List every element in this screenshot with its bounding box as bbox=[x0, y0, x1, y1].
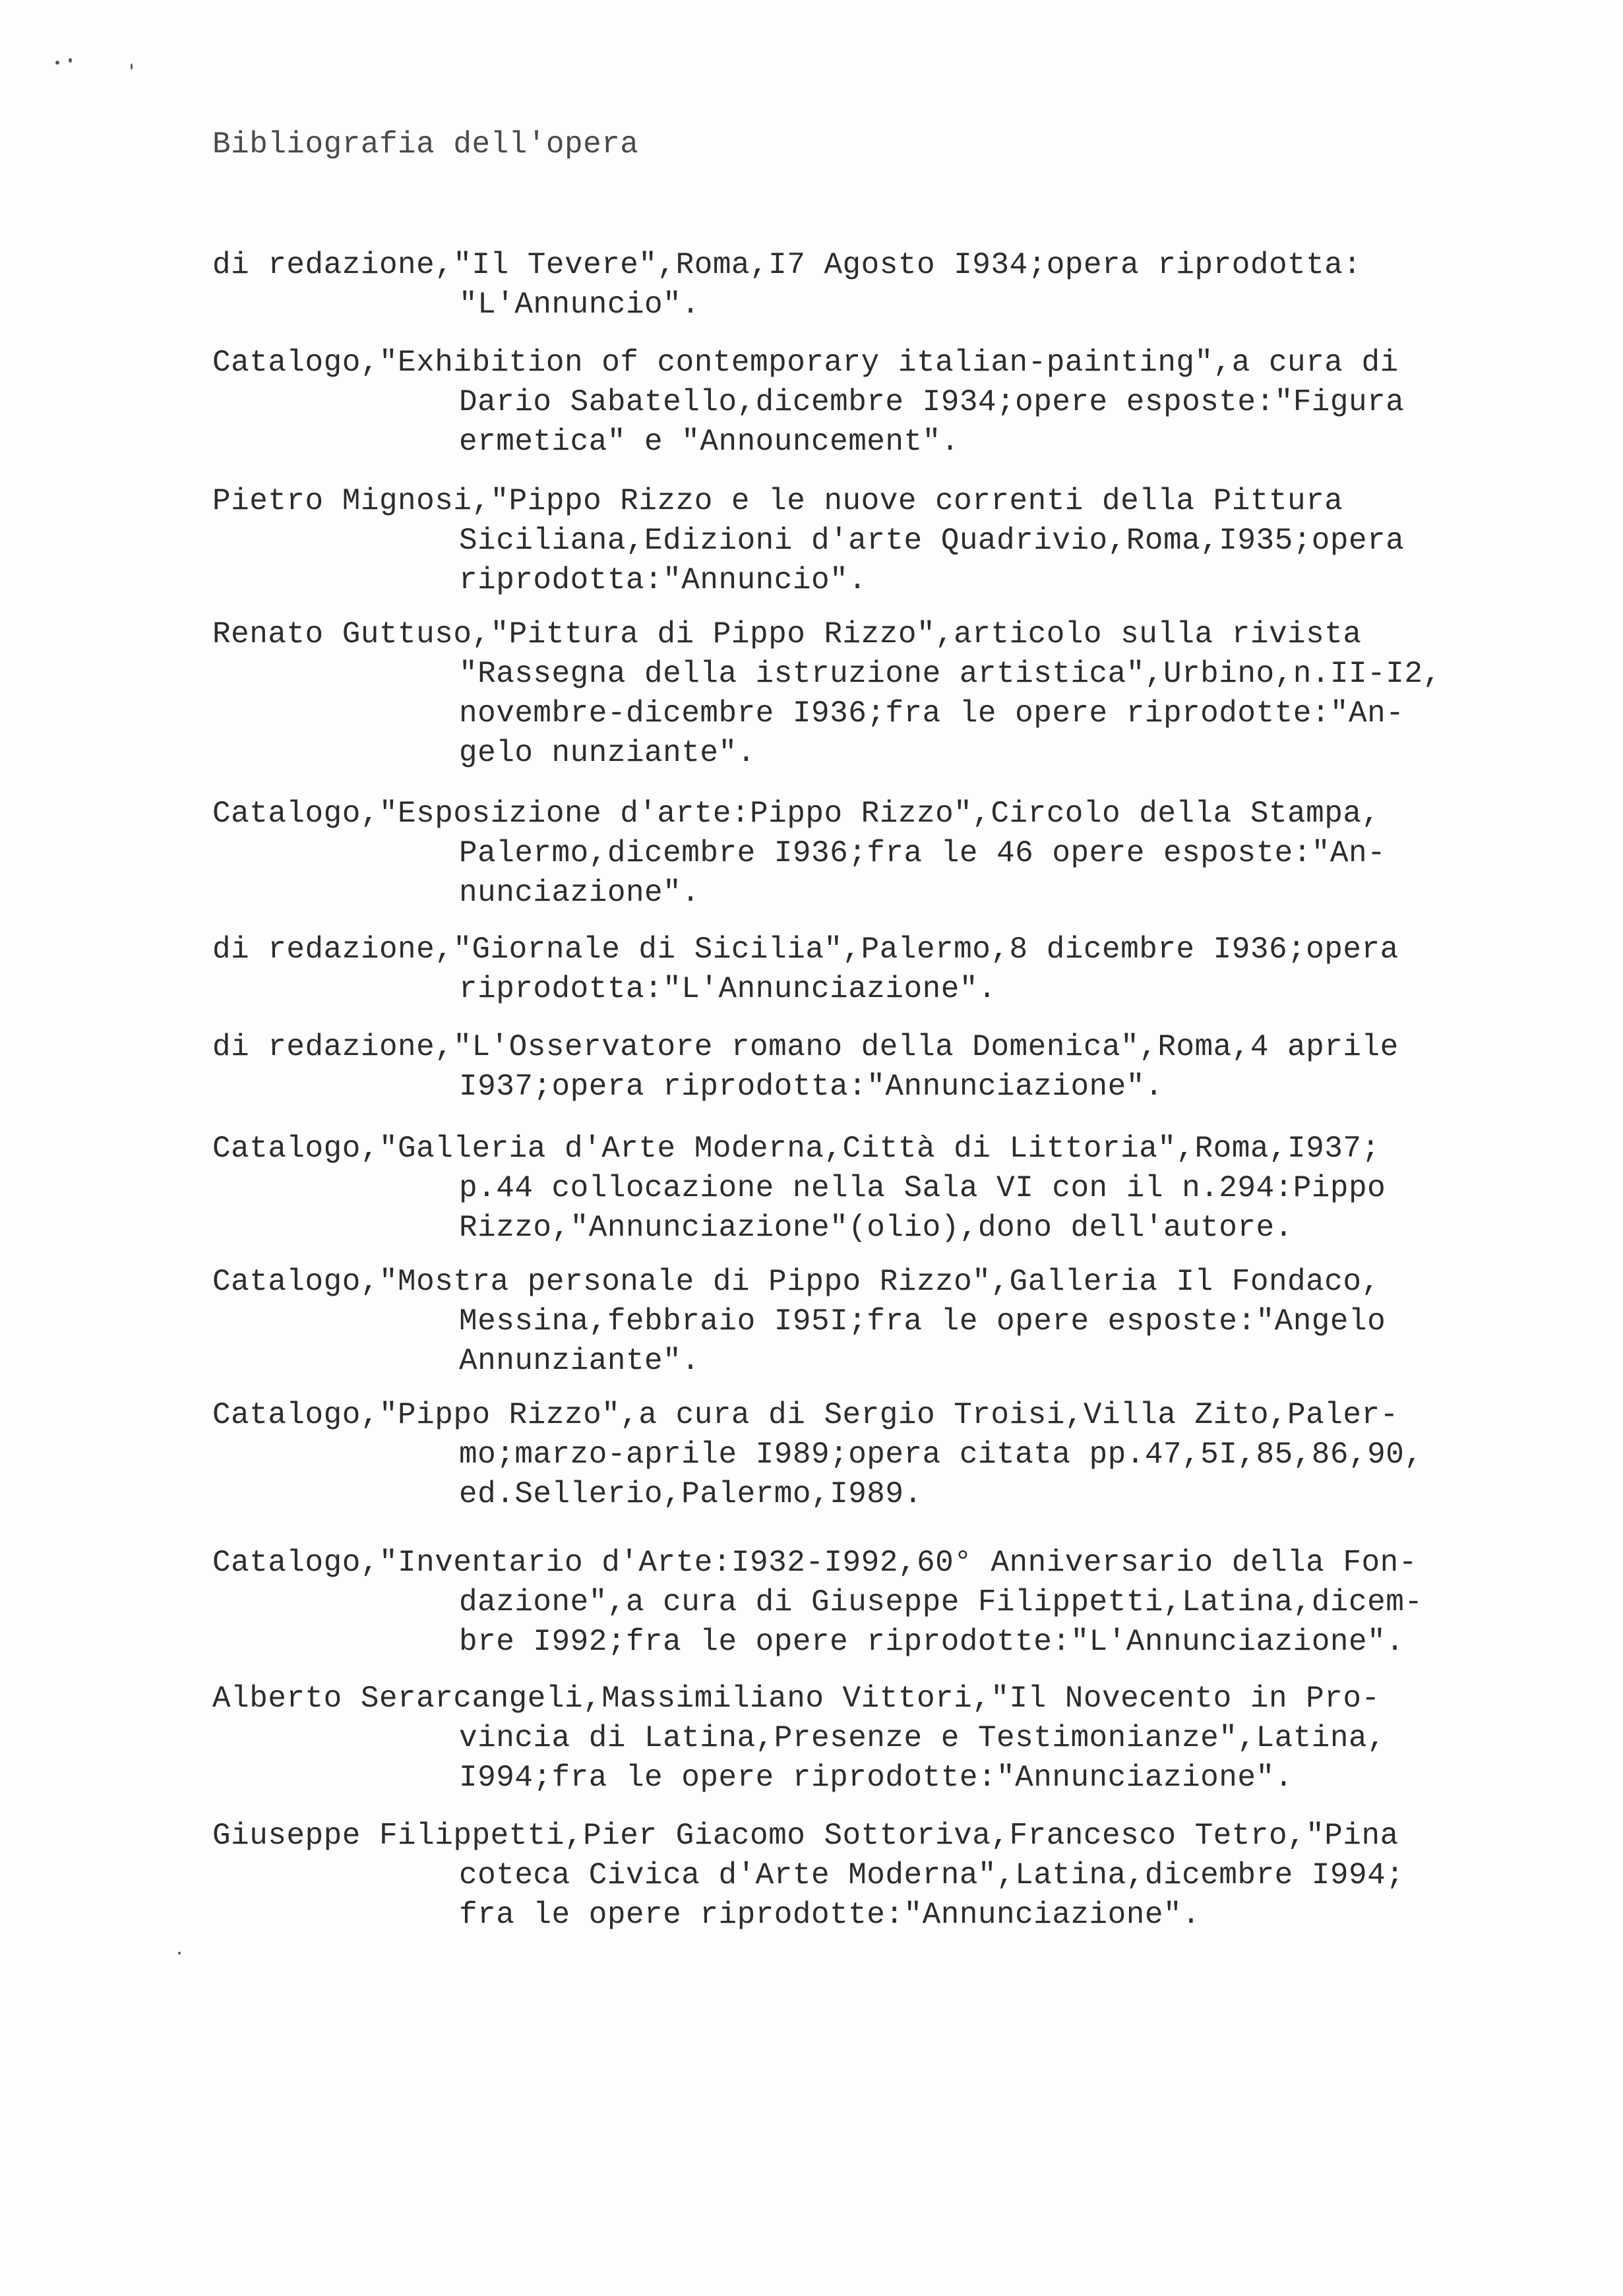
entry-line: Messina,febbraio I95I;fra le opere esposte:"Angelo bbox=[459, 1304, 1386, 1339]
entry-line: Catalogo,"Esposizione d'arte:Pippo Rizzo",Circolo della Stampa, bbox=[212, 797, 1380, 831]
entry-line: vincia di Latina,Presenze e Testimonianze",Latina, bbox=[459, 1721, 1386, 1755]
bibliography-entry bbox=[212, 794, 1505, 913]
entry-line: nunciazione". bbox=[459, 876, 700, 910]
bibliography-entry bbox=[212, 481, 1505, 600]
entry-line: ermetica" e "Announcement". bbox=[459, 425, 960, 459]
entry-line: Annunziante". bbox=[459, 1344, 700, 1378]
entry-line: Catalogo,"Inventario d'Arte:I932-I992,60° Anniversario della Fon- bbox=[212, 1546, 1417, 1580]
entry-line: I994;fra le opere riprodotte:"Annunciazione". bbox=[459, 1761, 1293, 1795]
entry-line: "Rassegna della istruzione artistica",Urbino,n.II-I2, bbox=[459, 657, 1442, 691]
entry-line: "L'Annuncio". bbox=[459, 287, 700, 322]
paper-speck bbox=[131, 63, 133, 70]
paper-speck bbox=[69, 58, 72, 63]
bibliography-entry bbox=[212, 615, 1505, 773]
entry-line: coteca Civica d'Arte Moderna",Latina,dicembre I994; bbox=[459, 1858, 1405, 1892]
entry-line: di redazione,"Il Tevere",Roma,I7 Agosto I934;opera riprodotta: bbox=[212, 248, 1362, 282]
entry-line: di redazione,"Giornale di Sicilia",Palermo,8 dicembre I936;opera bbox=[212, 932, 1399, 967]
entry-line: Dario Sabatello,dicembre I934;opere esposte:"Figura bbox=[459, 385, 1405, 419]
entry-line: ed.Sellerio,Palermo,I989. bbox=[459, 1477, 923, 1511]
bibliography-entry bbox=[212, 343, 1505, 462]
entry-line: novembre-dicembre I936;fra le opere riprodotte:"An- bbox=[459, 696, 1405, 731]
entry-line: Alberto Serarcangeli,Massimiliano Vittori,"Il Novecento in Pro- bbox=[212, 1681, 1380, 1716]
entry-line: mo;marzo-aprile I989;opera citata pp.47,5I,85,86,90, bbox=[459, 1437, 1423, 1472]
entry-line: p.44 collocazione nella Sala VI con il n.294:Pippo bbox=[459, 1171, 1386, 1205]
entry-line: bre I992;fra le opere riprodotte:"L'Annunciazione". bbox=[459, 1625, 1405, 1659]
bibliography-entry bbox=[212, 1679, 1505, 1798]
entry-line: Catalogo,"Mostra personale di Pippo Rizzo",Galleria Il Fondaco, bbox=[212, 1265, 1380, 1299]
paper-speck bbox=[55, 61, 59, 65]
entry-line: Catalogo,"Galleria d'Arte Moderna,Città di Littoria",Roma,I937; bbox=[212, 1132, 1380, 1166]
entry-line: Catalogo,"Exhibition of contemporary italian-painting",a cura di bbox=[212, 346, 1399, 380]
entry-line: Siciliana,Edizioni d'arte Quadrivio,Roma,I935;opera bbox=[459, 524, 1405, 558]
bibliography-entry bbox=[212, 1262, 1505, 1381]
entry-line: gelo nunziante". bbox=[459, 736, 756, 770]
bibliography-entry bbox=[212, 1395, 1505, 1514]
entry-line: Renato Guttuso,"Pittura di Pippo Rizzo",articolo sulla rivista bbox=[212, 617, 1362, 651]
entry-line: riprodotta:"L'Annunciazione". bbox=[459, 972, 997, 1006]
entry-line: Catalogo,"Pippo Rizzo",a cura di Sergio Troisi,Villa Zito,Paler- bbox=[212, 1398, 1399, 1432]
bibliography-entry bbox=[212, 1129, 1505, 1248]
bibliography-entry bbox=[212, 1816, 1505, 1935]
entry-line: Palermo,dicembre I936;fra le 46 opere esposte:"An- bbox=[459, 836, 1386, 870]
entry-line: Pietro Mignosi,"Pippo Rizzo e le nuove correnti della Pittura bbox=[212, 484, 1343, 518]
entry-line: I937;opera riprodotta:"Annunciazione". bbox=[459, 1070, 1163, 1104]
paper-speck bbox=[178, 1952, 181, 1954]
entry-line: Giuseppe Filippetti,Pier Giacomo Sottoriva,Francesco Tetro,"Pina bbox=[212, 1819, 1399, 1853]
entry-line: dazione",a cura di Giuseppe Filippetti,Latina,dicem- bbox=[459, 1585, 1423, 1619]
entry-line: Rizzo,"Annunciazione"(olio),dono dell'autore. bbox=[459, 1211, 1293, 1245]
entry-line: di redazione,"L'Osservatore romano della Domenica",Roma,4 aprile bbox=[212, 1030, 1399, 1064]
bibliography-entry bbox=[212, 1027, 1505, 1106]
entry-line: riprodotta:"Annuncio". bbox=[459, 563, 867, 597]
bibliography-entry bbox=[212, 1543, 1505, 1662]
bibliography-entry bbox=[212, 930, 1505, 1009]
page-title: Bibliografia dell'opera bbox=[212, 127, 639, 162]
bibliography-entry bbox=[212, 245, 1505, 324]
entry-line: fra le opere riprodotte:"Annunciazione". bbox=[459, 1898, 1201, 1932]
